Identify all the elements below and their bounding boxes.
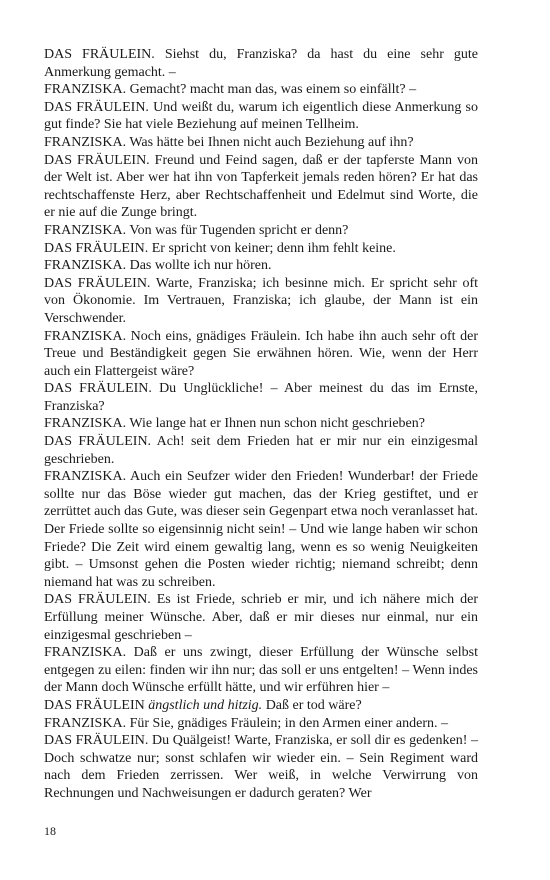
speaker-name: FRANZISKA. — [44, 134, 127, 150]
dialogue-paragraph — [44, 275, 478, 328]
dialogue-paragraph — [44, 46, 478, 81]
speaker-name: FRANZISKA. — [44, 258, 127, 274]
speaker-name: DAS FRÄULEIN. — [44, 275, 151, 291]
speaker-name: FRANZISKA. — [44, 222, 127, 238]
dialogue-paragraph — [44, 415, 478, 433]
speech-text: Ach! seit dem Frieden hat er mir nur ein einzigesmal geschrieben. — [44, 434, 478, 467]
speech-text: Für Sie, gnädiges Fräulein; in den Armen einer andern. – — [129, 715, 449, 731]
dialogue-paragraph — [44, 257, 478, 275]
speech-text: Gemacht? macht man das, was einem so einfällt? – — [129, 82, 417, 98]
speaker-name: DAS FRÄULEIN. — [44, 592, 151, 608]
dialogue-paragraph — [44, 433, 478, 468]
speaker-name: DAS FRÄULEIN. — [44, 733, 149, 749]
dialogue-text — [44, 46, 478, 803]
dialogue-paragraph — [44, 99, 478, 134]
dialogue-paragraph — [44, 152, 478, 222]
speech-text: Noch eins, gnädiges Fräulein. Ich habe ihn auch sehr oft der Treue und Beständigkeit gegen Sie erwähnen hören. Wie, wenn der Herr auch ein Flattergeist wäre? — [44, 328, 479, 379]
speaker-name: DAS FRÄULEIN. — [44, 381, 152, 397]
speech-text: Du Unglückliche! – Aber meinest du das im Ernste, Franziska? — [44, 381, 478, 414]
speaker-name: DAS FRÄULEIN. — [44, 434, 152, 450]
speech-text: Was hätte bei Ihnen nicht auch Beziehung auf ihn? — [129, 134, 414, 150]
stage-direction: ängstlich und hitzig. — [148, 697, 263, 713]
speech-text: Freund und Feind sagen, daß er der tapferste Mann von der Welt ist. Aber wer hat ihn von Tapferkeit jemals reden hören? Er hat das rechtschaffenste Herz, aber Rechtschaffenheit und Edelmut sind Worte, die er nie auf die Zunge bringt. — [44, 152, 479, 221]
speech-text: Das wollte ich nur hören. — [129, 258, 272, 274]
dialogue-paragraph — [44, 715, 478, 733]
dialogue-paragraph — [44, 222, 478, 240]
speech-text: Daß er uns zwingt, dieser Erfüllung der Wünsche selbst entgegen zu eilen: finden wir ihn nur; das soll er uns entgelten! – Wenn indes der Mann doch Wünsche erfüllt hätte, und wir erführen hier – — [44, 645, 479, 696]
dialogue-paragraph — [44, 591, 478, 644]
dialogue-paragraph — [44, 697, 478, 715]
speaker-name: FRANZISKA. — [44, 645, 127, 661]
speaker-name: DAS FRÄULEIN — [44, 697, 145, 713]
speaker-name: DAS FRÄULEIN. — [44, 152, 150, 168]
speaker-name: DAS FRÄULEIN. — [44, 47, 155, 62]
speech-text: Wie lange hat er Ihnen nun schon nicht geschrieben? — [129, 416, 425, 432]
speech-text: Es ist Friede, schrieb er mir, und ich nähere mich der Erfüllung meiner Wünsche. Aber, daß er mir dieses nur einmal, nur ein einzigesmal geschrieben – — [44, 592, 478, 643]
speaker-name: FRANZISKA. — [44, 82, 127, 98]
speech-text: Daß er tod wäre? — [265, 697, 362, 713]
speech-text: Und weißt du, warum ich eigentlich diese Anmerkung so gut finde? Sie hat viele Beziehung auf meinen Tellheim. — [44, 99, 479, 133]
speech-text: Warte, Franziska; ich besinne mich. Er spricht sehr oft von Ökonomie. Im Vertrauen, Franziska; ich glaube, der Mann ist ein Verschwender. — [44, 275, 479, 326]
speaker-name: FRANZISKA. — [44, 469, 127, 485]
dialogue-paragraph — [44, 732, 478, 802]
dialogue-paragraph — [44, 468, 478, 591]
speaker-name: FRANZISKA. — [44, 715, 127, 731]
speaker-name: DAS FRÄULEIN. — [44, 240, 149, 256]
dialogue-paragraph — [44, 240, 478, 258]
dialogue-paragraph — [44, 134, 478, 152]
dialogue-paragraph — [44, 380, 478, 415]
dialogue-paragraph — [44, 81, 478, 99]
dialogue-paragraph — [44, 328, 478, 381]
dialogue-paragraph — [44, 644, 478, 697]
speech-text: Er spricht von keiner; denn ihm fehlt keine. — [151, 240, 396, 256]
speaker-name: FRANZISKA. — [44, 416, 127, 432]
page-number: 18 — [44, 824, 56, 838]
speech-text: Auch ein Seufzer wider den Frieden! Wunderbar! der Friede sollte nur das Böse wieder gut machen, das der Krieg gestiftet, und er zerrüttet auch das Gute, was dieser sein Gegenpart etwa noch veranlasset hat. Der Friede sollte so eigensinnig nicht sein! – Und wie lange haben wir schon Friede? Die Zeit wird einem gewaltig lang, wenn es so wenig Neuigkeiten gibt. – Umsonst gehen die Posten wieder richtig; niemand schreibt; denn niemand hat was zu schreiben. — [44, 469, 479, 590]
speech-text: Siehst du, Franziska? da hast du eine sehr gute Anmerkung gemacht. – — [44, 47, 478, 80]
speaker-name: DAS FRÄULEIN. — [44, 99, 149, 115]
speech-text: Du Quälgeist! Warte, Franziska, er soll dir es gedenken! – Doch schwatze nur; sonst schlafen wir wieder ein. – Sein Regiment ward nach dem Frieden zerrissen. Wer weiß, in welche Verwirrung von Rechnungen und Nachweisungen er dadurch geraten? Wer — [44, 733, 479, 801]
speech-text: Von was für Tugenden spricht er denn? — [129, 222, 349, 238]
speaker-name: FRANZISKA. — [44, 328, 127, 344]
